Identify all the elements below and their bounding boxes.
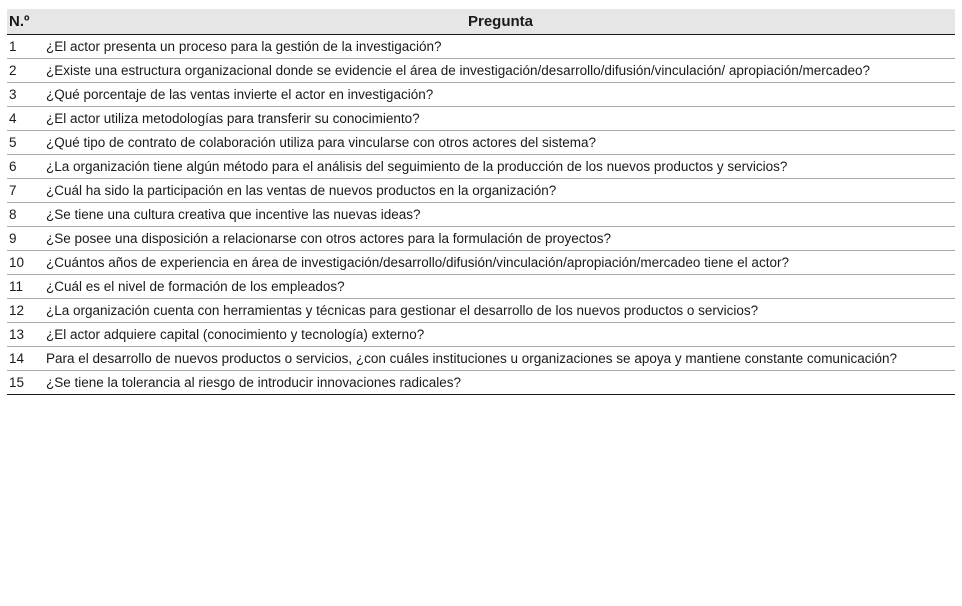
row-question: ¿Cuántos años de experiencia en área de investigación/desarrollo/difusión/vinculación/apropiación/mercadeo tiene el actor? <box>46 251 955 275</box>
row-number: 2 <box>7 59 46 83</box>
row-number: 8 <box>7 203 46 227</box>
header-row <box>7 9 955 35</box>
row-question: Para el desarrollo de nuevos productos o servicios, ¿con cuáles instituciones u organizaciones se apoya y mantiene constante comunicación? <box>46 347 955 371</box>
row-number: 13 <box>7 323 46 347</box>
row-question: ¿Existe una estructura organizacional donde se evidencie el área de investigación/desarrollo/difusión/vinculación/ apropiación/mercadeo? <box>46 59 955 83</box>
table-row <box>7 131 955 155</box>
table-row <box>7 203 955 227</box>
questions-table <box>7 9 955 395</box>
row-question: ¿Se tiene la tolerancia al riesgo de introducir innovaciones radicales? <box>46 371 955 395</box>
table-row <box>7 371 955 395</box>
row-number: 5 <box>7 131 46 155</box>
table-body <box>7 35 955 395</box>
row-number: 3 <box>7 83 46 107</box>
row-number: 9 <box>7 227 46 251</box>
table-row <box>7 299 955 323</box>
row-question: ¿El actor adquiere capital (conocimiento y tecnología) externo? <box>46 323 955 347</box>
table-row <box>7 107 955 131</box>
table-row <box>7 59 955 83</box>
row-question: ¿Cuál es el nivel de formación de los empleados? <box>46 275 955 299</box>
row-question: ¿Qué porcentaje de las ventas invierte el actor en investigación? <box>46 83 955 107</box>
row-question: ¿Se posee una disposición a relacionarse con otros actores para la formulación de proyectos? <box>46 227 955 251</box>
column-header-number: N.º <box>7 9 46 35</box>
questions-table-container <box>7 9 955 395</box>
table-header <box>7 9 955 35</box>
row-number: 10 <box>7 251 46 275</box>
row-question: ¿La organización cuenta con herramientas y técnicas para gestionar el desarrollo de los nuevos productos o servicios? <box>46 299 955 323</box>
row-number: 7 <box>7 179 46 203</box>
row-number: 4 <box>7 107 46 131</box>
row-number: 1 <box>7 35 46 59</box>
row-question: ¿El actor utiliza metodologías para transferir su conocimiento? <box>46 107 955 131</box>
table-row <box>7 251 955 275</box>
table-row <box>7 227 955 251</box>
table-row <box>7 347 955 371</box>
row-number: 11 <box>7 275 46 299</box>
table-row <box>7 323 955 347</box>
row-question: ¿La organización tiene algún método para el análisis del seguimiento de la producción de los nuevos productos y servicios? <box>46 155 955 179</box>
table-row <box>7 155 955 179</box>
column-header-question: Pregunta <box>46 9 955 35</box>
row-number: 12 <box>7 299 46 323</box>
row-question: ¿Cuál ha sido la participación en las ventas de nuevos productos en la organización? <box>46 179 955 203</box>
row-number: 14 <box>7 347 46 371</box>
row-question: ¿Qué tipo de contrato de colaboración utiliza para vincularse con otros actores del sistema? <box>46 131 955 155</box>
table-row <box>7 35 955 59</box>
row-question: ¿Se tiene una cultura creativa que incentive las nuevas ideas? <box>46 203 955 227</box>
table-row <box>7 275 955 299</box>
table-row <box>7 83 955 107</box>
table-row <box>7 179 955 203</box>
row-question: ¿El actor presenta un proceso para la gestión de la investigación? <box>46 35 955 59</box>
row-number: 15 <box>7 371 46 395</box>
row-number: 6 <box>7 155 46 179</box>
